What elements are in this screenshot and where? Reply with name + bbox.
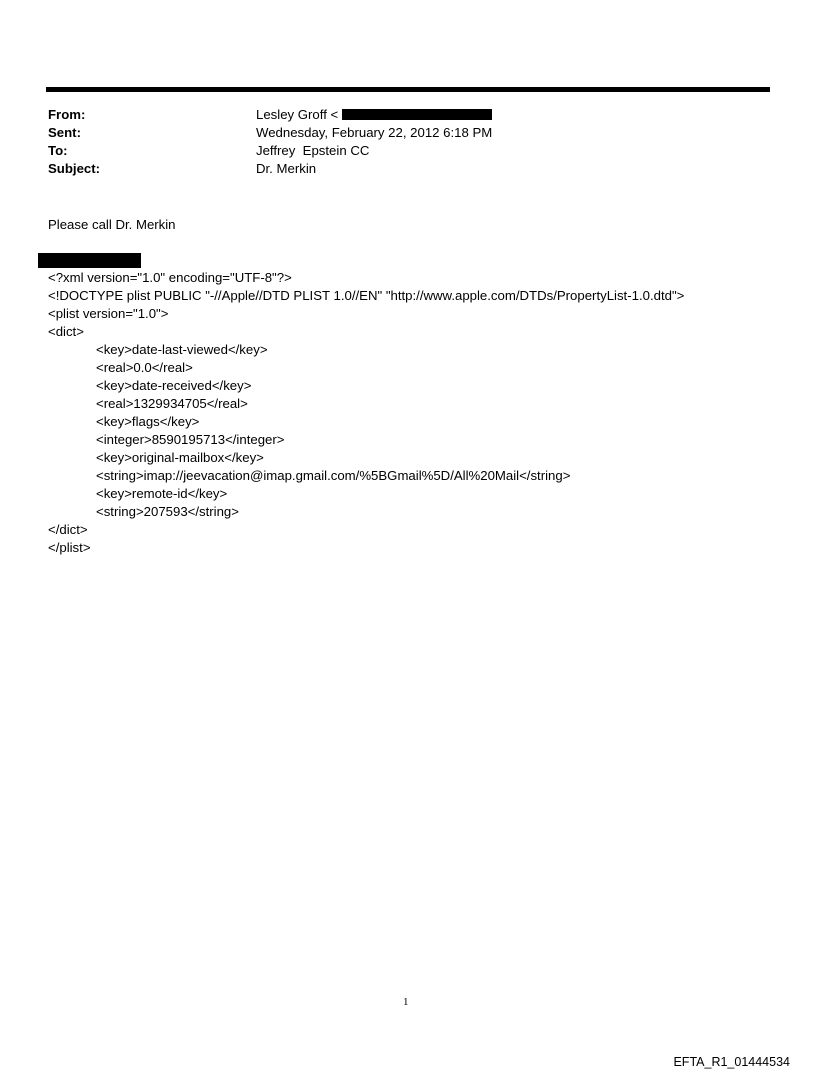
plist-line: <plist version="1.0"> (48, 306, 169, 321)
from-row (48, 106, 768, 124)
plist-line: <?xml version="1.0" encoding="UTF-8"?> (48, 270, 292, 285)
to-row (48, 142, 768, 160)
page-number: 1 (403, 996, 409, 1008)
subject-label: Subject: (48, 161, 101, 176)
plist-line: </dict> (48, 522, 88, 537)
from-value (256, 106, 492, 124)
subject-row (48, 160, 768, 178)
plist-line: <real>1329934705</real> (96, 396, 248, 411)
plist-line: <key>flags</key> (96, 414, 200, 429)
to-value: Jeffrey Epstein CC (256, 143, 370, 158)
document-id: EFTA_R1_01444534 (673, 1055, 790, 1069)
plist-line: <real>0.0</real> (96, 360, 193, 375)
sent-row (48, 124, 768, 142)
to-label: To: (48, 143, 68, 158)
plist-line: <dict> (48, 324, 84, 339)
sent-value: Wednesday, February 22, 2012 6:18 PM (256, 125, 493, 140)
plist-content (48, 269, 684, 557)
redaction-block (38, 253, 141, 268)
email-header (48, 106, 768, 178)
from-text: Lesley Groff < (256, 107, 339, 122)
plist-line: <integer>8590195713</integer> (96, 432, 285, 447)
plist-line: <string>207593</string> (96, 504, 239, 519)
plist-line: <key>date-received</key> (96, 378, 252, 393)
plist-line: <!DOCTYPE plist PUBLIC "-//Apple//DTD PLIST 1.0//EN" "http://www.apple.com/DTDs/PropertyList-1.0.dtd"> (48, 288, 685, 303)
plist-line: </plist> (48, 540, 91, 555)
plist-line: <key>remote-id</key> (96, 486, 228, 501)
plist-line: <key>original-mailbox</key> (96, 450, 264, 465)
sent-label: Sent: (48, 125, 81, 140)
subject-value: Dr. Merkin (256, 161, 317, 176)
top-divider (46, 87, 770, 92)
plist-line: <string>imap://jeevacation@imap.gmail.com/%5BGmail%5D/All%20Mail</string> (96, 468, 571, 483)
from-label: From: (48, 107, 86, 122)
message-body: Please call Dr. Merkin (48, 217, 176, 232)
plist-line: <key>date-last-viewed</key> (96, 342, 268, 357)
redaction-email (342, 109, 492, 120)
